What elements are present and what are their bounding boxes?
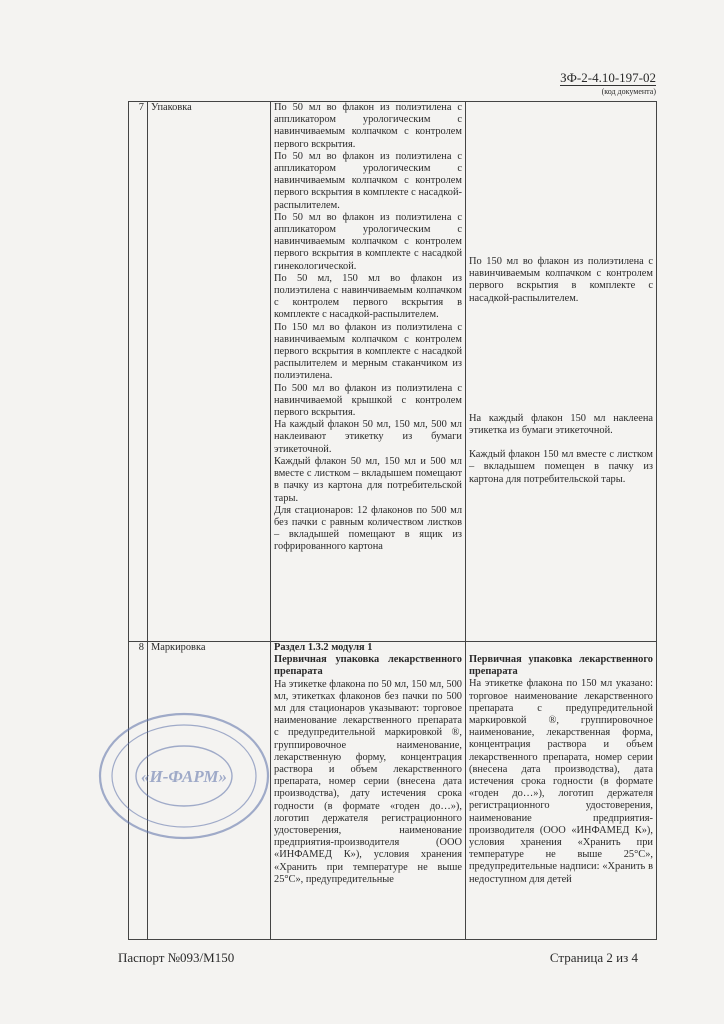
packaging-paragraph: По 50 мл, 150 мл во флакон из полиэтилена с навинчиваемым колпачком с контролем первого вскрытия в комплекте с насадкой-распылителем.: [274, 272, 462, 321]
labeling-actual-cell: [466, 642, 657, 940]
table-row: [129, 102, 657, 642]
labeling-heading: Первичная упаковка лекарственного препарата: [469, 654, 653, 678]
labeling-heading: Первичная упаковка лекарственного препарата: [274, 654, 462, 678]
packaging-paragraph: По 50 мл во флакон из полиэтилена с аппликатором урологическим с навинчиваемым колпачком с контролем первого вскрытия.: [274, 102, 462, 150]
row-name: Упаковка: [148, 102, 271, 642]
packaging-paragraph: По 150 мл во флакон из полиэтилена с навинчиваемым колпачком с контролем первого вскрытия в комплекте с насадкой распылителем и мерным стаканчиком из полиэтилена.: [274, 321, 462, 382]
page-number: Страница 2 из 4: [549, 950, 638, 965]
packaging-paragraph: Для стационаров: 12 флаконов по 500 мл без пачки с равным количеством листков – вкладышей помещают в ящик из гофрированного картона: [274, 504, 462, 553]
company-stamp: [96, 710, 272, 842]
labeling-registered-cell: [271, 642, 466, 940]
packaging-paragraph: По 500 мл во флакон из полиэтилена с навинчиваемой крышкой с контролем первого вскрытия.: [274, 382, 462, 419]
stamp-center-text: «И-ФАРМ»: [141, 767, 227, 786]
document-code: [560, 70, 656, 97]
row-number: 7: [129, 102, 148, 642]
passport-number: Паспорт №093/М150: [118, 950, 235, 965]
packaging-paragraph: По 150 мл во флакон из полиэтилена с навинчиваемым колпачком с контролем первого вскрытия в комплекте с насадкой-распылителем.: [469, 256, 653, 304]
packaging-paragraph: По 50 мл во флакон из полиэтилена с аппликатором урологическим с навинчиваемым колпачком с контролем первого вскрытия в комплекте с насадкой-распылителем.: [274, 150, 462, 211]
section-reference: Раздел 1.3.2 модуля 1: [274, 642, 373, 653]
packaging-paragraph: По 50 мл во флакон из полиэтилена с аппликатором урологическим с навинчиваемым колпачком с контролем первого вскрытия в комплекте с насадкой гинекологической.: [274, 211, 462, 272]
packaging-paragraph: На каждый флакон 150 мл наклеена этикетка из бумаги этикеточной.: [469, 412, 653, 437]
packaging-registered-cell: [271, 102, 466, 642]
packaging-actual-cell: [466, 102, 657, 642]
document-code-value: ЗФ-2-4.10-197-02: [560, 70, 656, 85]
packaging-paragraph: На каждый флакон 50 мл, 150 мл, 500 мл наклеивают этикетку из бумаги этикеточной.: [274, 419, 462, 455]
row-number: 8: [129, 642, 148, 940]
packaging-paragraph: Каждый флакон 150 мл вместе с листком – вкладышем помещен в пачку из картона для потребительской тары.: [469, 449, 653, 485]
document-code-caption: (код документа): [560, 85, 656, 97]
labeling-text: На этикетке флакона по 150 мл указано: торговое наименование лекарственного препарата с предупредительной маркировкой ®, группировочное наименование, лекарственная форма, концентрация раствора и объем лекарственного препарата, номер серии (внесена дата производства), дата истечения срока годности (в формате «годен до…»), логотип держателя регистрационного удостоверения, наименование предприятия-производителя (ООО «ИНФАМЕД К»), условия хранения «Хранить при температуре не выше 25°С», предупредительные надписи: «Хранить в недоступном для детей: [469, 678, 653, 885]
packaging-paragraph: Каждый флакон 50 мл, 150 мл и 500 мл вместе с листком – вкладышем помещают в пачку из картона для потребительской тары.: [274, 455, 462, 504]
row-name: Маркировка: [148, 642, 271, 940]
labeling-text: На этикетке флакона по 50 мл, 150 мл, 500 мл, этикетках флаконов без пачки по 500 мл для стационаров указывают: торговое наименование лекарственного препарата с предупредительной маркировкой ®, группировочное наименование, лекарственную форму, концентрация раствора и объем лекарственного препарата, номер серии (внесена дата производства), дату истечения срока годности (в формате «годен до…»), логотип держателя регистрационного удостоверения, наименование предприятия-производителя (ООО «ИНФАМЕД К»), условия хранения «Хранить при температуре не выше 25°С», предупредительные: [274, 678, 462, 885]
